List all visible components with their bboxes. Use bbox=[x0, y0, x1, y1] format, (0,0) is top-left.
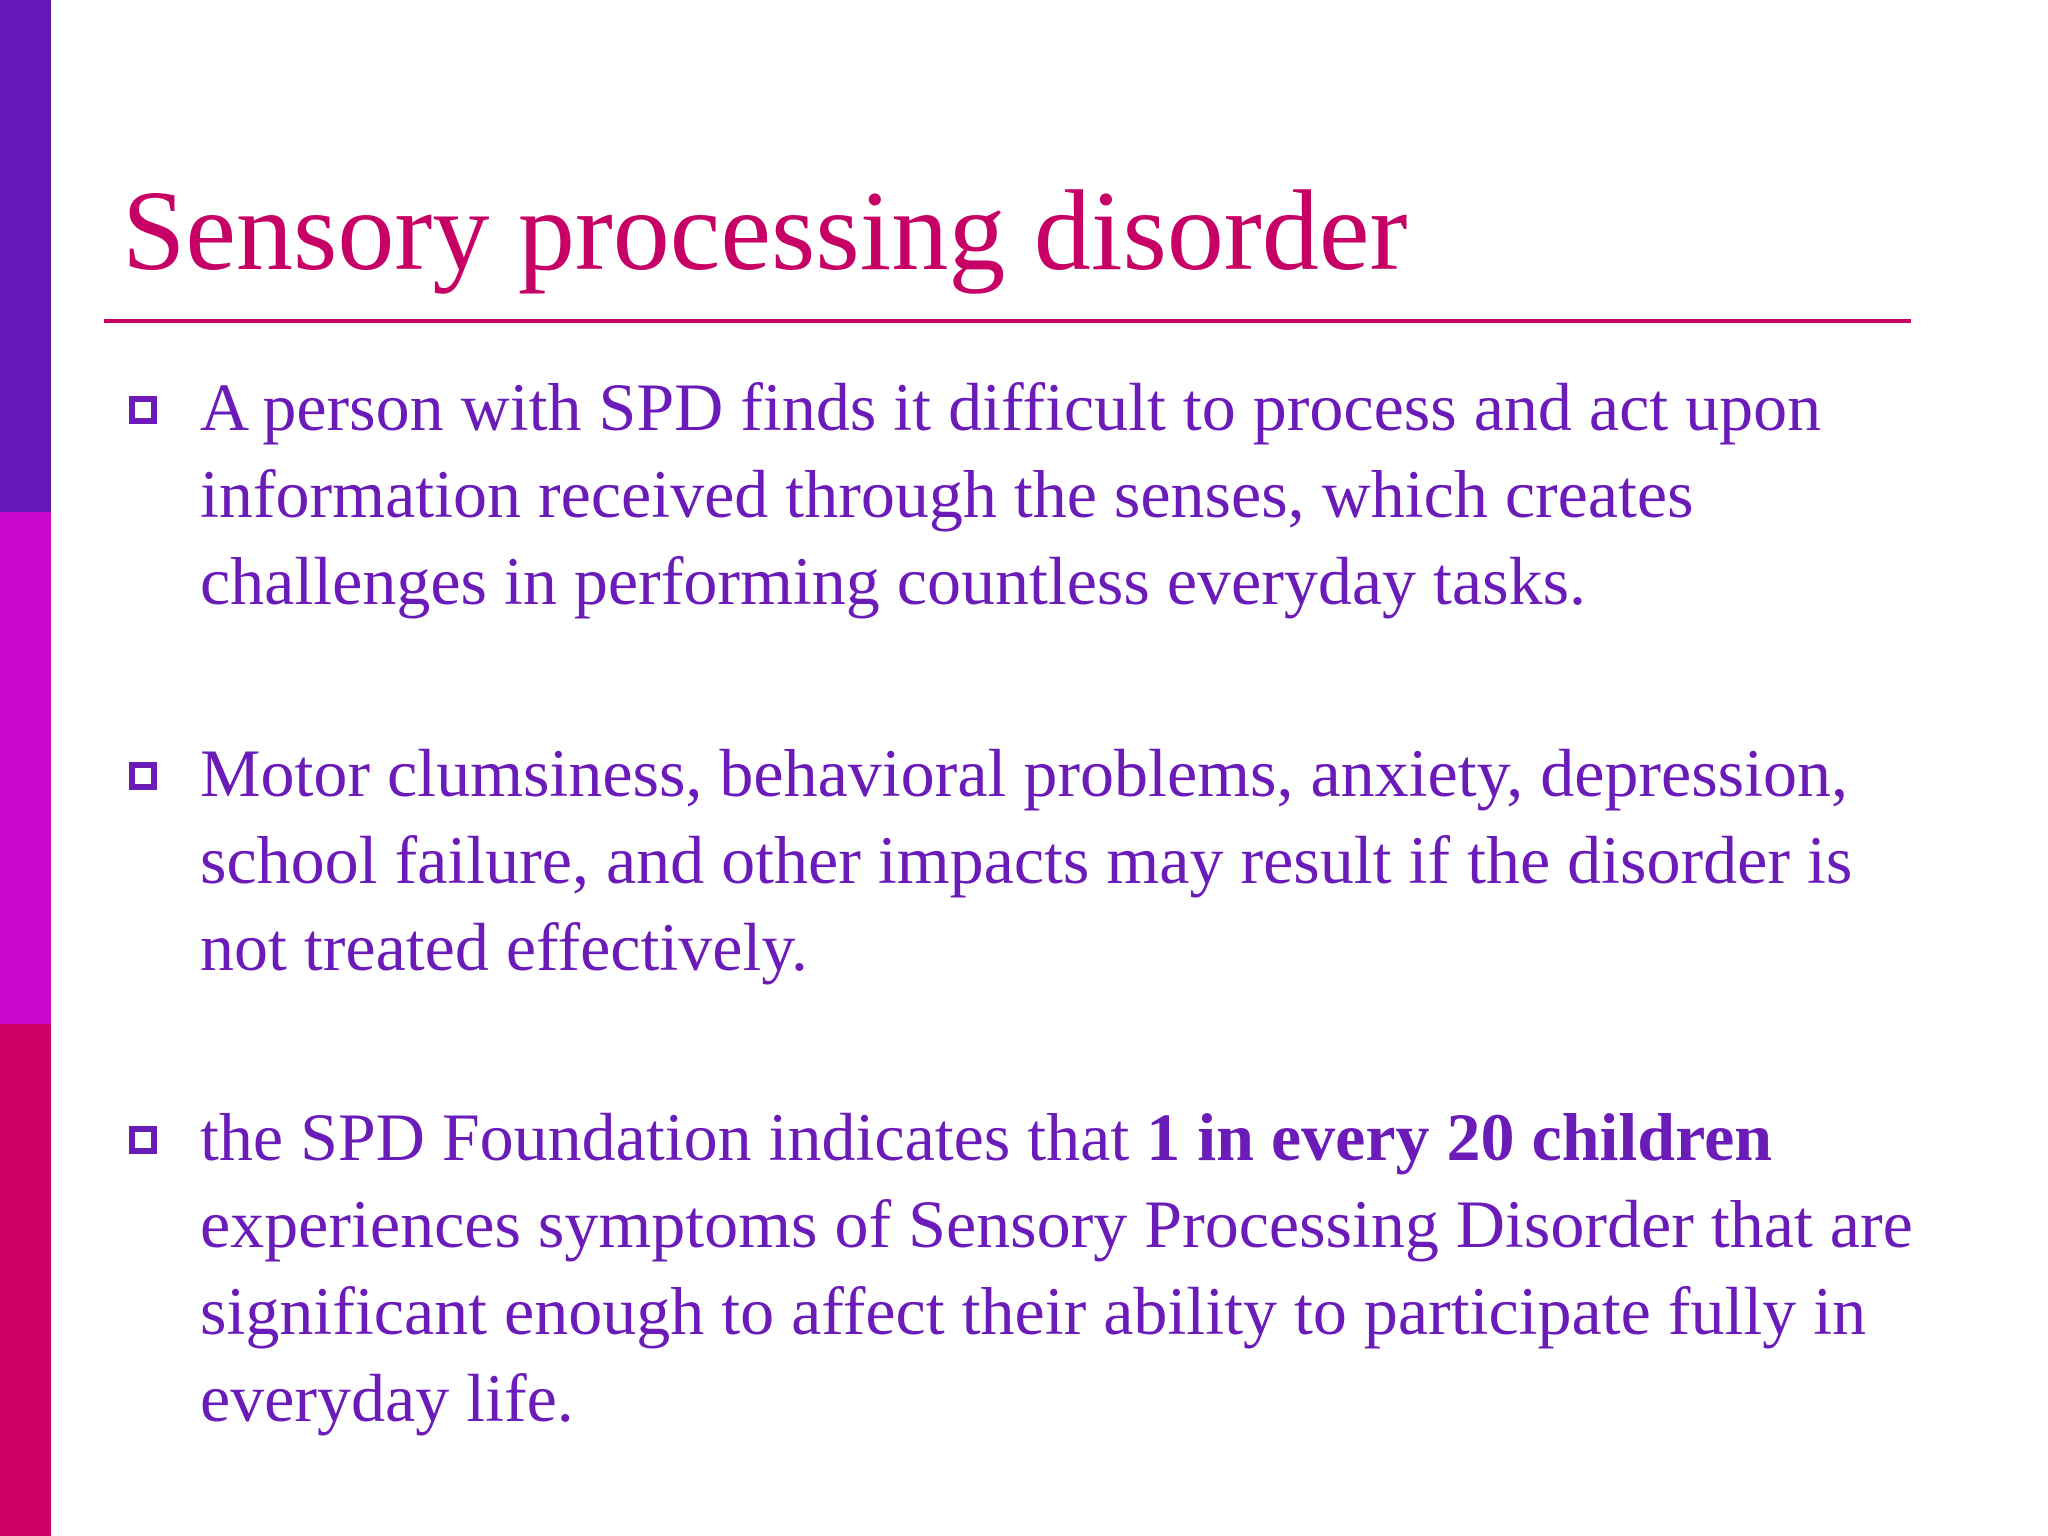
square-bullet-icon bbox=[129, 396, 157, 424]
bullet-text-2: Motor clumsiness, behavioral problems, anxiety, depression, school failure, and other impacts may result if the disorder is not treated effectively. bbox=[200, 735, 1853, 985]
bullet-text-3-emphasis: 1 in every 20 children bbox=[1146, 1099, 1773, 1175]
bullet-text-3-rest: experiences symptoms of Sensory Processing Disorder that are significant enough to affect their ability to participate fully in everyday life. bbox=[200, 1186, 1913, 1436]
bullet-text-3 bbox=[200, 1094, 1920, 1442]
square-bullet-icon bbox=[129, 762, 157, 790]
slide-title: Sensory processing disorder bbox=[122, 167, 1408, 294]
bullet-text-3-intro: the SPD Foundation indicates that bbox=[200, 1099, 1147, 1175]
bullet-text-1: A person with SPD finds it difficult to process and act upon information received through the senses, which creates challenges in performing countless everyday tasks. bbox=[200, 369, 1822, 619]
square-bullet-icon bbox=[129, 1126, 157, 1154]
